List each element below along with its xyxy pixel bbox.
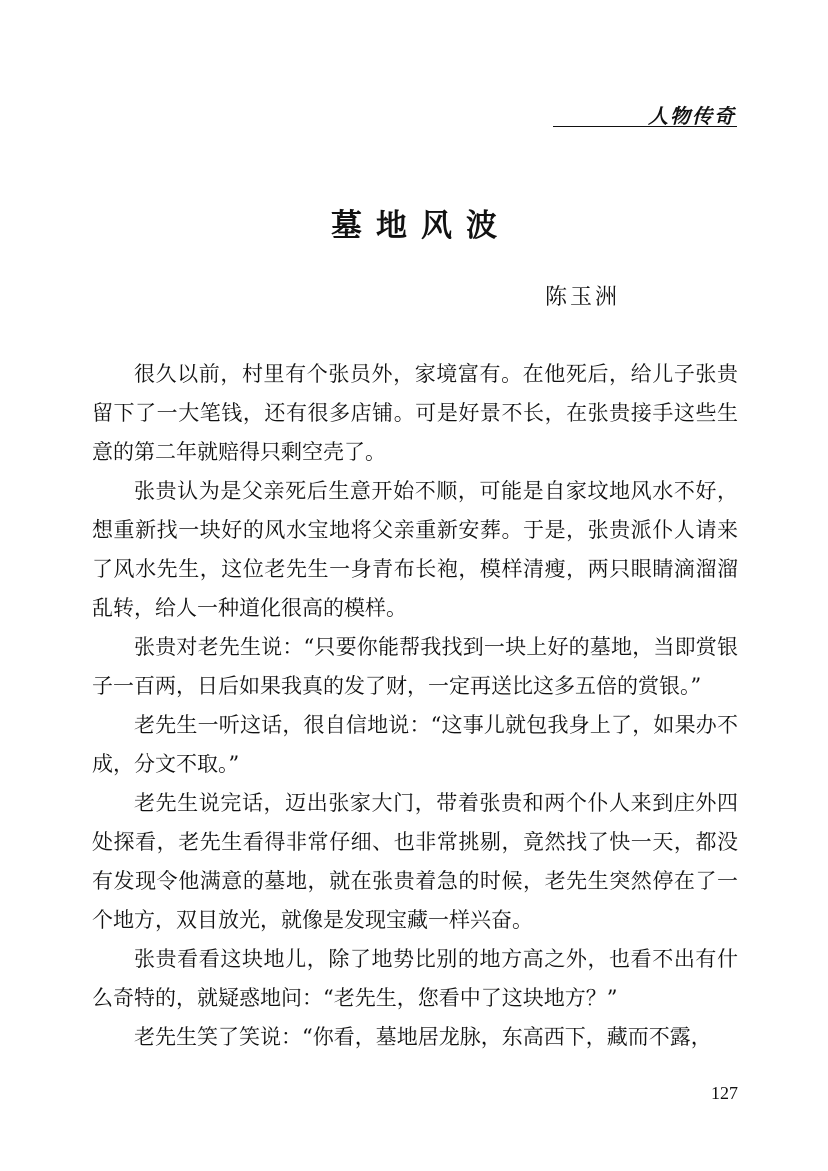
header-divider [553, 126, 737, 127]
paragraph: 老先生一听这话，很自信地说：“这事儿就包我身上了，如果办不成，分文不取。” [92, 713, 738, 776]
paragraph: 张贵对老先生说：“只要你能帮我找到一块上好的墓地，当即赏银子一百两，日后如果我真的发了财，一定再送比这多五倍的赏银。” [92, 635, 738, 698]
article-body [92, 355, 738, 1057]
paragraph: 老先生笑了笑说：“你看，墓地居龙脉，东高西下，藏而不露， [134, 1025, 712, 1049]
page-number: 127 [711, 1083, 738, 1103]
article-title: 墓地风波 [331, 208, 511, 244]
paragraph: 老先生说完话，迈出张家大门，带着张贵和两个仆人来到庄外四处探看，老先生看得非常仔细、也非常挑剔，竟然找了快一天，都没有发现令他满意的墓地，就在张贵着急的时候，老先生突然停在了一个地方，双目放光，就像是发现宝藏一样兴奋。 [92, 791, 738, 932]
article-author: 陈玉洲 [545, 285, 621, 310]
paragraph: 张贵看看这块地儿，除了地势比别的地方高之外，也看不出有什么奇特的，就疑惑地问：“老先生，您看中了这块地方？” [92, 947, 738, 1010]
section-header: 人物传奇 [648, 104, 736, 128]
paragraph: 张贵认为是父亲死后生意开始不顺，可能是自家坟地风水不好，想重新找一块好的风水宝地将父亲重新安葬。于是，张贵派仆人请来了风水先生，这位老先生一身青布长袍，模样清瘦，两只眼睛滴溜溜乱转，给人一种道化很高的模样。 [92, 479, 738, 620]
paragraph: 很久以前，村里有个张员外，家境富有。在他死后，给儿子张贵留下了一大笔钱，还有很多店铺。可是好景不长，在张贵接手这些生意的第二年就赔得只剩空壳了。 [92, 362, 738, 464]
